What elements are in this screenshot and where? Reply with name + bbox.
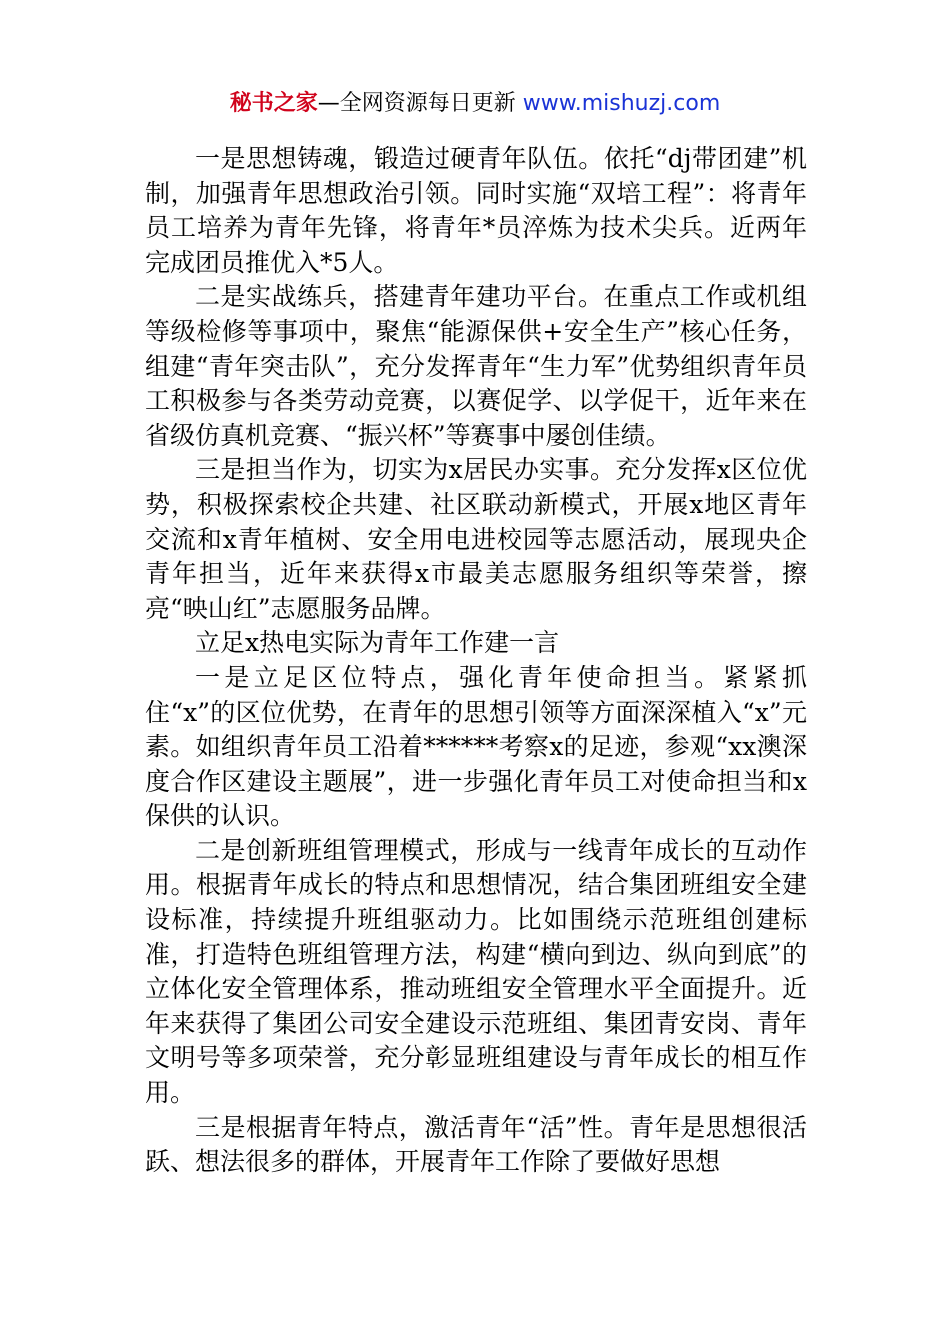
section-heading: 立足x热电实际为青年工作建一言 — [195, 628, 560, 658]
paragraph-6: 三是根据青年特点，激活青年“活”性。青年是思想很活跃、想法很多的群体，开展青年工作除了要做好思想 — [145, 1112, 807, 1177]
document-body — [145, 142, 807, 1180]
paragraph-3: 三是担当作为，切实为x居民办实事。充分发挥x区位优势，积极探索校企共建、社区联动新模式，开展x地区青年交流和x青年植树、安全用电进校园等志愿活动，展现央企青年担当，近年来获得x市最美志愿服务组织等荣誉，擦亮“映山红”志愿服务品牌。 — [145, 455, 807, 623]
paragraph-5: 二是创新班组管理模式，形成与一线青年成长的互动作用。根据青年成长的特点和思想情况，结合集团班组安全建设标准，持续提升班组驱动力。比如围绕示范班组创建标准，打造特色班组管理方法，构建“横向到边、纵向到底”的立体化安全管理体系，推动班组安全管理水平全面提升。近年来获得了集团公司安全建设示范班组、集团青安岗、青年文明号等多项荣誉，充分彰显班组建设与青年成长的相互作用。 — [145, 835, 807, 1108]
paragraph-1: 一是思想铸魂，锻造过硬青年队伍。依托“dj带团建”机制，加强青年思想政治引领。同时实施“双培工程”：将青年员工培养为青年先锋，将青年*员淬炼为技术尖兵。近两年完成团员推优入*5人。 — [145, 144, 807, 277]
paragraph-4: 一是立足区位特点，强化青年使命担当。紧紧抓住“x”的区位优势，在青年的思想引领等方面深深植入“x”元素。如组织青年员工沿着******考察x的足迹，参观“xx澳深度合作区建设主题展”，进一步强化青年员工对使命担当和x保供的认识。 — [145, 662, 807, 831]
paragraph-2: 二是实战练兵，搭建青年建功平台。在重点工作或机组等级检修等事项中，聚焦“能源保供+安全生产”核心任务，组建“青年突击队”，充分发挥青年“生力军”优势组织青年员工积极参与各类劳动竞赛，以赛促学、以学促干，近年来在省级仿真机竞赛、“振兴杯”等赛事中屡创佳绩。 — [145, 282, 807, 450]
site-slogan: —全网资源每日更新 — [317, 91, 516, 116]
site-header — [0, 88, 950, 120]
site-brand: 秘书之家 — [229, 91, 318, 116]
site-url-link[interactable]: www.mishuzj.com — [522, 91, 721, 116]
